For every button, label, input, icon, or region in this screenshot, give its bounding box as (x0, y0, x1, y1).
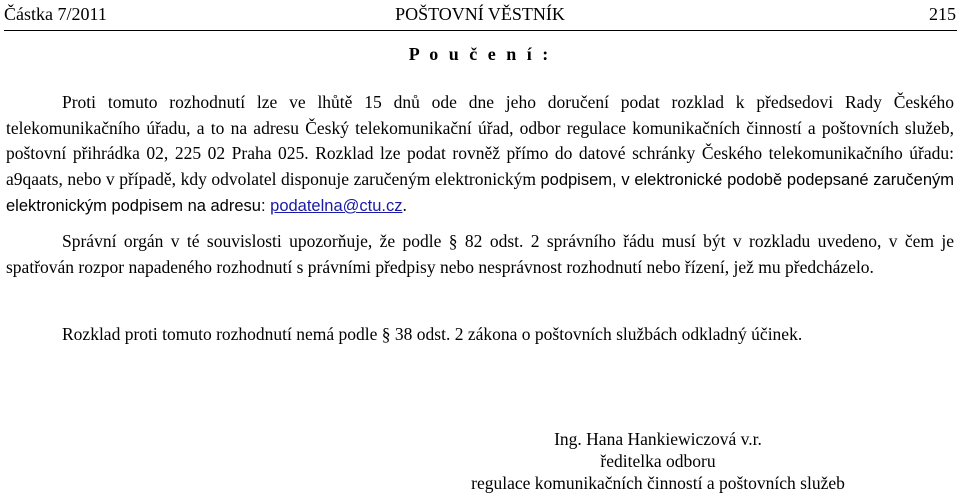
signatory-name: Ing. Hana Hankiewiczová v.r. (554, 429, 762, 449)
suspensive-effect-paragraph (6, 322, 954, 348)
appeal-instructions-paragraph (6, 90, 954, 220)
suspensive-effect-text: Rozklad proti tomuto rozhodnutí nemá podle § 38 odst. 2 zákona o poštovních službách odkladný účinek. (62, 324, 803, 344)
admin-notice-paragraph (6, 229, 954, 280)
appeal-text-part2: Rozklad lze podat rovněž přímo do datové schránky Českého telekomunikačního úřadu: a9qaats, nebo v případě, kdy odvolatel disponuje zaručeným elektronickým (6, 143, 955, 189)
page-number: 215 (929, 4, 956, 24)
journal-title: POŠTOVNÍ VĚSTNÍK (395, 4, 565, 24)
signatory-department: regulace komunikačních činností a poštovních služeb (471, 473, 845, 493)
signature-block (443, 428, 873, 494)
appeal-text-part1: Proti tomuto rozhodnutí lze ve lhůtě 15 dnů ode dne jeho doručení podat rozklad k předsedovi Rady Českého telekomunikačního úřadu, a to na adresu Český telekomunikační úřad, odbor regulace komunikačních činností a poštovních služeb, poštovní přihrádka 02, 225 02 Praha 025. (6, 92, 954, 163)
appeal-text-part3: podpisem, v elektronické podobě podepsané zaručeným elektronickým podpisem na adresu: (6, 170, 954, 215)
header-divider (4, 30, 957, 31)
email-link[interactable]: podatelna@ctu.cz (270, 197, 403, 215)
section-heading: P o u č e n í : (408, 44, 552, 64)
appeal-text-end: . (402, 195, 407, 215)
page-header (4, 2, 956, 28)
signatory-title: ředitelka odboru (600, 451, 716, 471)
issue-number: Částka 7/2011 (4, 4, 107, 24)
admin-notice-text: Správní orgán v té souvislosti upozorňuje, že podle § 82 odst. 2 správního řádu musí být v rozkladu uvedeno, v čem je spatřován rozpor napadeného rozhodnutí s právními předpisy nebo nesprávnost rozhodnutí nebo řízení, jež mu předcházelo. (6, 231, 954, 277)
